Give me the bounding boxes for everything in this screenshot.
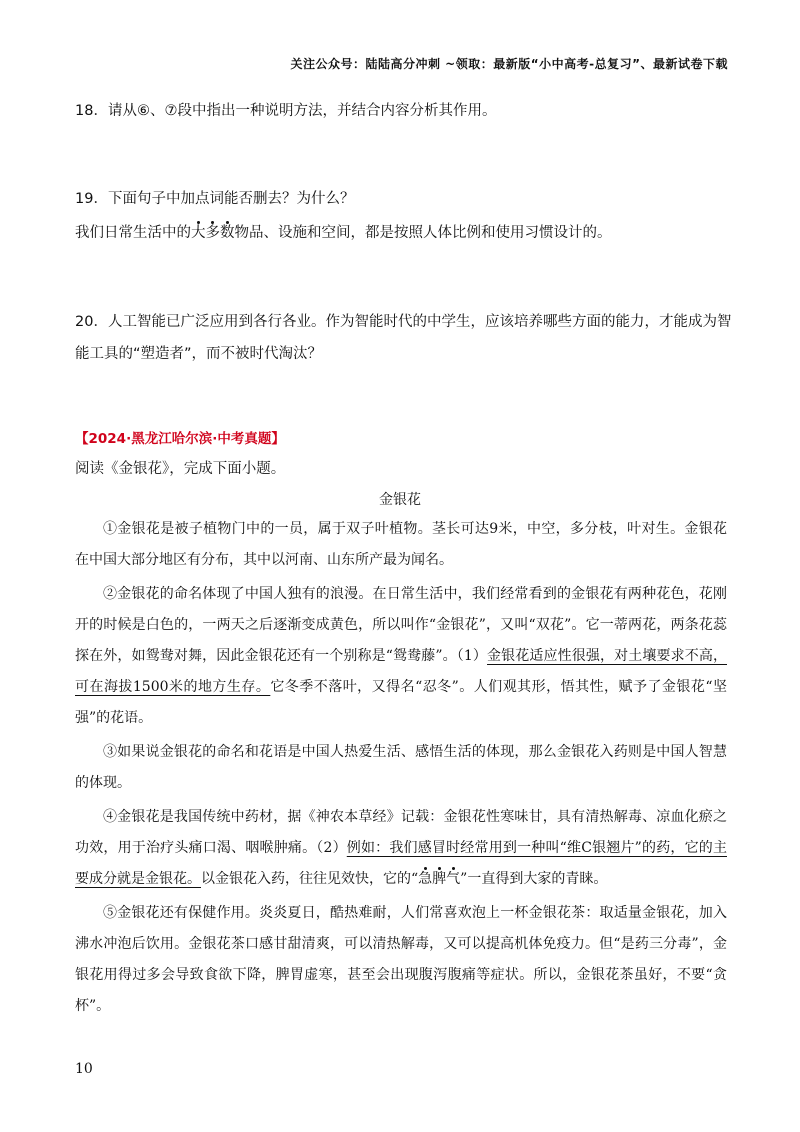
underlined-sentence-1: 金银花适应性很强，对土壤要求不高，可在海拔1500米的地方生存。	[75, 648, 727, 695]
sentence-after: 物品、设施和空间，都是按照人体比例和使用习惯设计的。	[234, 225, 612, 241]
sentence-before: 我们日常生活中的	[75, 225, 191, 241]
paragraph-4-text-c: ”一直得到大家的青睐。	[460, 871, 608, 887]
question-19-sentence	[75, 219, 725, 247]
dotted-char: 气	[446, 871, 461, 887]
source-label: 【2024·黑龙江哈尔滨·中考真题】	[75, 431, 285, 447]
paragraph-4-text-a: ④金银花是我国传统中药材，据《神农本草经》记载：金银花性寒味甘，具有清热解毒、凉血化瘀之功效，用于治疗头痛口渴、咽喉肿痛。（2）	[75, 809, 727, 856]
paragraph-2-text-b: 它冬季不落叶，又得名“忍冬”。人们观其形，悟其性，赋予了金银花“坚强”的花语。	[75, 679, 727, 726]
dotted-char: 多	[205, 225, 220, 241]
reading-instruction: 阅读《金银花》，完成下面小题。	[75, 461, 286, 477]
question-19	[75, 185, 725, 247]
dotted-char: 急	[418, 871, 433, 887]
question-20: 20．人工智能已广泛应用到各行各业。作为智能时代的中学生，应该培养哪些方面的能力，才能成为智能工具的“塑造者”，而不被时代淘汰？	[75, 314, 732, 362]
paragraph-2	[75, 579, 727, 734]
paragraph-3: ③如果说金银花的命名和花语是中国人热爱生活、感悟生活的体现，那么金银花入药则是中国人智慧的体现。	[75, 744, 727, 791]
underlined-sentence-2: 例如：我们感冒时经常用到一种叫“维C银翘片”的药，它的主要成分就是金银花。	[75, 840, 727, 887]
page-number: 10	[75, 1061, 93, 1077]
dotted-char: 脾	[432, 871, 447, 887]
paragraph-4	[75, 802, 727, 895]
paragraph-5: ⑤金银花还有保健作用。炎炎夏日，酷热难耐，人们常喜欢泡上一杯金银花茶：取适量金银花，加入沸水冲泡后饮用。金银花茶口感甘甜清爽，可以清热解毒，又可以提高机体免疫力。但“是药三分毒”，金银花用得过多会导致食欲下降，脾胃虚寒，甚至会出现腹泻腹痛等症状。所以，金银花茶虽好，不要“贪杯”。	[75, 905, 727, 1014]
paragraph-2-text-a: ②金银花的命名体现了中国人独有的浪漫。在日常生活中，我们经常看到的金银花有两种花色，花刚开的时候是白色的，一两天之后逐渐变成黄色，所以叫作“金银花”，又叫“双花”。它一蒂两花，两条花蕊探在外，如鸳鸯对舞，因此金银花还有一个别称是“鸳鸯藤”。（1）	[75, 586, 727, 664]
paragraph-1: ①金银花是被子植物门中的一员，属于双子叶植物。茎长可达9米，中空，多分枝，叶对生。金银花在中国大部分地区有分布，其中以河南、山东所产最为闻名。	[75, 521, 727, 568]
article-body	[75, 514, 727, 1022]
article-title: 金银花	[379, 492, 421, 508]
dotted-char: 大	[191, 225, 206, 241]
dotted-char: 数	[220, 225, 235, 241]
question-19-prompt: 19．下面句子中加点词能否删去？为什么？	[75, 191, 355, 207]
page-header-promo: 关注公众号：陆陆高分冲刺 ~领取：最新版“小中高考-总复习”、最新试卷下载	[290, 57, 728, 71]
paragraph-4-text-b: 以金银花入药，往往见效快，它的“	[201, 871, 419, 887]
question-18: 18．请从⑥、⑦段中指出一种说明方法，并结合内容分析其作用。	[75, 103, 497, 119]
